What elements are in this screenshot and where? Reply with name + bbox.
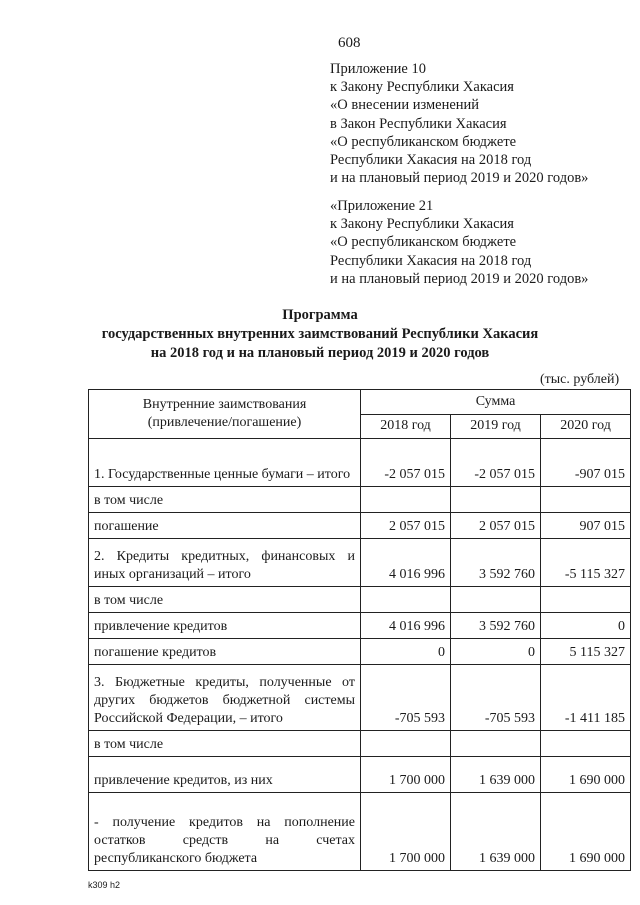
- table-row: [89, 639, 631, 665]
- table-row: [89, 613, 631, 639]
- table-row: [89, 793, 631, 871]
- row-value-2018: -705 593: [361, 665, 451, 731]
- row-value-2020: [541, 587, 631, 613]
- appendix-21-line: Республики Хакасия на 2018 год: [330, 252, 532, 269]
- row-label: в том числе: [89, 587, 361, 613]
- row-label: 3. Бюджетные кредиты, полученные от других бюджетов бюджетной системы Российской Федерации, – итого: [89, 665, 361, 731]
- row-value-2020: [541, 731, 631, 757]
- appendix-21-heading: [330, 197, 588, 288]
- table-row: [89, 757, 631, 793]
- title-line: государственных внутренних заимствований Республики Хакасия: [101, 326, 539, 342]
- row-value-2018: -2 057 015: [361, 439, 451, 487]
- appendix-10-line: Приложение 10: [330, 61, 426, 77]
- row-value-2018: [361, 487, 451, 513]
- row-value-2018: 4 016 996: [361, 539, 451, 587]
- page-number: 608: [338, 35, 361, 51]
- row-value-2019: 0: [451, 639, 541, 665]
- row-label: привлечение кредитов, из них: [89, 757, 361, 793]
- row-label: привлечение кредитов: [89, 613, 361, 639]
- document-title: [0, 306, 640, 363]
- footer-code: k309 h2: [88, 880, 121, 890]
- appendix-21-line: и на плановый период 2019 и 2020 годов»: [330, 270, 589, 287]
- row-label: в том числе: [89, 731, 361, 757]
- row-value-2018: 4 016 996: [361, 613, 451, 639]
- row-value-2019: 3 592 760: [451, 613, 541, 639]
- row-value-2019: [451, 487, 541, 513]
- header-year-2020: 2020 год: [541, 414, 631, 439]
- row-label: погашение: [89, 513, 361, 539]
- appendix-21-line: к Закону Республики Хакасия: [330, 216, 514, 233]
- row-value-2020: 5 115 327: [541, 639, 631, 665]
- row-value-2020: -5 115 327: [541, 539, 631, 587]
- title-line: на 2018 год и на плановый период 2019 и 2020 годов: [150, 345, 490, 361]
- row-value-2019: 1 639 000: [451, 793, 541, 871]
- table-row: [89, 731, 631, 757]
- header-borrowings: Внутренние заимствования (привлечение/погашение): [89, 390, 361, 439]
- table-row: [89, 487, 631, 513]
- row-label: - получение кредитов на пополнение остатков средств на счетах республиканского бюджета: [89, 793, 361, 871]
- table-row: [89, 513, 631, 539]
- row-value-2019: -2 057 015: [451, 439, 541, 487]
- header-sum: Сумма: [361, 390, 631, 415]
- table-header-row: [89, 390, 631, 415]
- row-value-2019: 1 639 000: [451, 757, 541, 793]
- appendix-10-line: и на плановый период 2019 и 2020 годов»: [330, 170, 589, 187]
- row-value-2019: [451, 731, 541, 757]
- title-line: Программа: [282, 307, 358, 323]
- row-value-2019: 3 592 760: [451, 539, 541, 587]
- row-value-2018: 2 057 015: [361, 513, 451, 539]
- appendix-21-line: «Приложение 21: [330, 198, 434, 214]
- table-row: [89, 539, 631, 587]
- table-row: [89, 587, 631, 613]
- row-value-2020: 1 690 000: [541, 793, 631, 871]
- appendix-10-line: Республики Хакасия на 2018 год: [330, 151, 532, 168]
- row-value-2020: 0: [541, 613, 631, 639]
- row-value-2020: [541, 487, 631, 513]
- table-row: [89, 665, 631, 731]
- appendix-10-line: к Закону Республики Хакасия: [330, 79, 514, 96]
- header-year-2018: 2018 год: [361, 414, 451, 439]
- appendix-10-line: «О внесении изменений: [330, 97, 480, 114]
- row-value-2018: 0: [361, 639, 451, 665]
- row-label: в том числе: [89, 487, 361, 513]
- row-label: 2. Кредиты кредитных, финансовых и иных организаций – итого: [89, 539, 361, 587]
- row-value-2020: 907 015: [541, 513, 631, 539]
- row-value-2018: [361, 587, 451, 613]
- appendix-21-line: «О республиканском бюджете: [330, 234, 517, 251]
- borrowings-table: [88, 389, 631, 871]
- row-value-2020: -907 015: [541, 439, 631, 487]
- row-value-2018: 1 700 000: [361, 757, 451, 793]
- unit-note: (тыс. рублей): [540, 372, 620, 387]
- appendix-10-heading: [330, 60, 588, 187]
- row-label: 1. Государственные ценные бумаги – итого: [89, 439, 361, 487]
- appendix-10-line: «О республиканском бюджете: [330, 133, 517, 150]
- row-value-2020: -1 411 185: [541, 665, 631, 731]
- row-value-2018: 1 700 000: [361, 793, 451, 871]
- row-value-2019: [451, 587, 541, 613]
- row-value-2020: 1 690 000: [541, 757, 631, 793]
- table-row: [89, 439, 631, 487]
- appendix-10-line: в Закон Республики Хакасия: [330, 115, 507, 132]
- row-value-2019: 2 057 015: [451, 513, 541, 539]
- table-body: [89, 439, 631, 871]
- row-value-2019: -705 593: [451, 665, 541, 731]
- row-label: погашение кредитов: [89, 639, 361, 665]
- header-year-2019: 2019 год: [451, 414, 541, 439]
- row-value-2018: [361, 731, 451, 757]
